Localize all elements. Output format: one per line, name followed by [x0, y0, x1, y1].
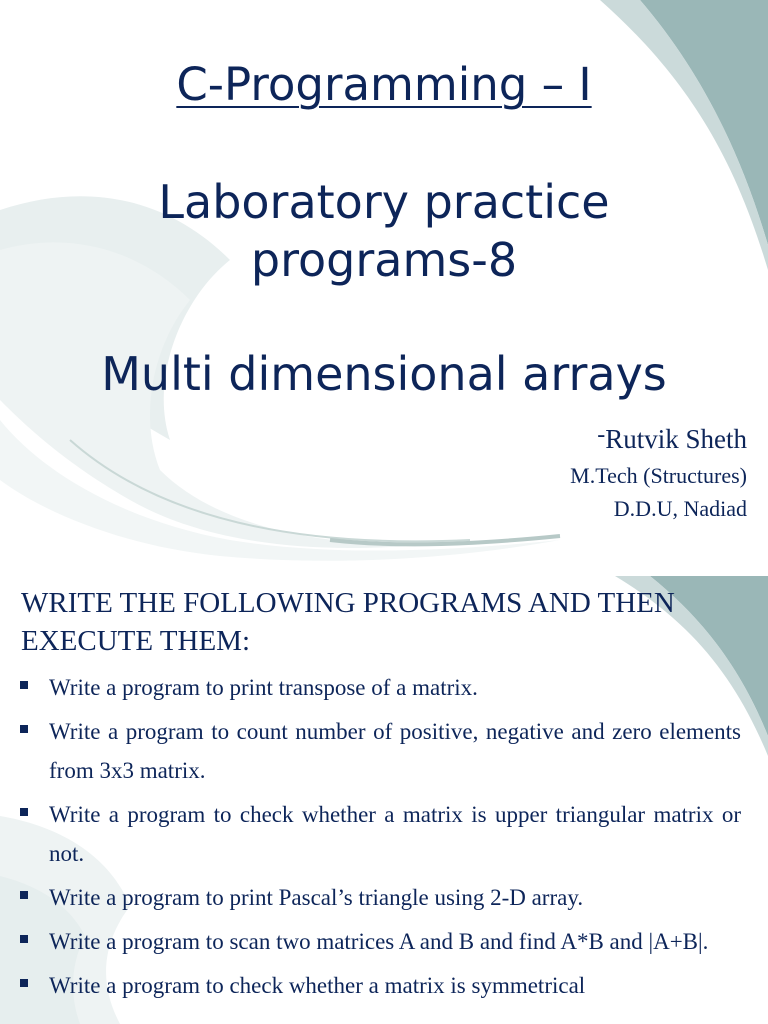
square-bullet-icon: [20, 808, 28, 816]
square-bullet-icon: [20, 935, 28, 943]
square-bullet-icon: [20, 979, 28, 987]
lab-title-line1: Laboratory practice: [158, 175, 610, 229]
square-bullet-icon: [20, 681, 28, 689]
list-item: Write a program to check whether a matrix is upper triangular matrix or not.: [0, 795, 741, 873]
program-list: [0, 668, 768, 1005]
author-dash: -: [597, 422, 606, 448]
course-title: C-Programming – I: [176, 58, 592, 111]
lab-title-line2: programs-8: [250, 233, 518, 287]
topic-title: Multi dimensional arrays: [101, 347, 667, 401]
author-name: Rutvik Sheth: [605, 424, 747, 454]
list-item: Write a program to count number of positive, negative and zero elements from 3x3 matrix.: [0, 712, 741, 790]
slide-heading: WRITE THE FOLLOWING PROGRAMS AND THEN EXECUTE THEM:: [21, 587, 675, 657]
program-list-slide: [0, 576, 768, 1024]
square-bullet-icon: [20, 725, 28, 733]
list-item: Write a program to print transpose of a matrix.: [0, 668, 741, 707]
author-name-line: [597, 424, 747, 455]
list-item: Write a program to check whether a matrix is symmetrical: [0, 966, 741, 1005]
list-item: Write a program to scan two matrices A and B and find A*B and |A+B|.: [0, 922, 741, 961]
author-degree: M.Tech (Structures): [570, 463, 747, 488]
square-bullet-icon: [20, 891, 28, 899]
author-place: D.D.U, Nadiad: [613, 496, 747, 521]
list-item: Write a program to print Pascal’s triangle using 2-D array.: [0, 878, 741, 917]
